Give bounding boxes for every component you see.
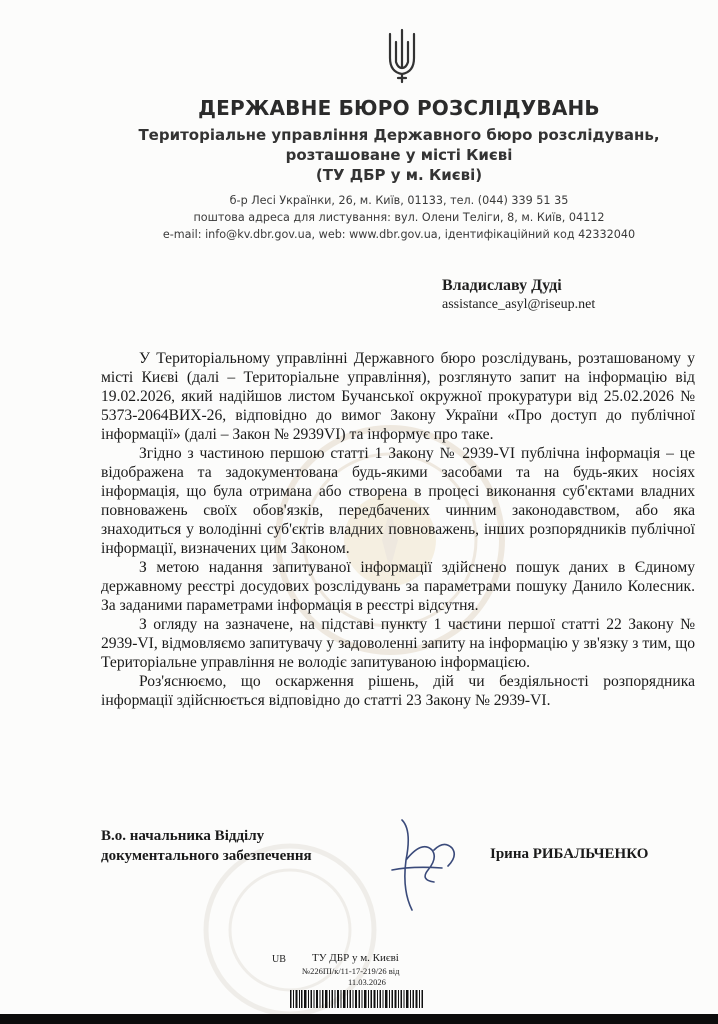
contact-address: б-р Лесі Українки, 26, м. Київ, 01133, тел. (044) 339 51 35 bbox=[229, 194, 569, 207]
subtitle-line: (ТУ ДБР у м. Києві) bbox=[315, 166, 483, 184]
bottom-edge-bar bbox=[0, 1014, 718, 1024]
body-paragraph: Згідно з частиною першою статті 1 Закону № 2939-VI публічна інформація – це відображена та задокументована будь-якими засобами та на будь-яких носіях інформація, що була отримана або створена в процесі виконання суб'єктами владних повноважень своїх обов'язків, передбачених чинним законодавством, або яка знаходиться у володінні суб'єктів владних повноважень, інших розпорядників публічної інформації, визначених цим Законом. bbox=[101, 445, 695, 557]
handwritten-signature-icon bbox=[372, 810, 472, 920]
body-paragraph: З метою надання запитуваної інформації здійснено пошук даних в Єдиному державному реєстрі досудових розслідувань за параметрами пошуку Данило Колесник. За заданими параметрами інформація в реєстрі відсутня. bbox=[101, 559, 695, 614]
registration-date: 11.03.2026 bbox=[348, 977, 386, 987]
signatory-name: Ірина РИБАЛЬЧЕНКО bbox=[490, 846, 649, 862]
body-paragraph: З огляду на зазначене, на підставі пункту 1 частини першої статті 22 Закону № 2939-VI, відмовляємо запитувачу у задоволенні запиту на інформацію у зв'язку з тим, що Територіальне управління не володіє запитуваною інформацією. bbox=[101, 616, 695, 671]
letter-body bbox=[101, 349, 695, 710]
subtitle-line: розташоване у місті Києві bbox=[285, 146, 513, 164]
registration-ub: UB bbox=[272, 954, 286, 965]
barcode-icon bbox=[290, 990, 424, 1008]
body-paragraph: У Територіальному управлінні Державного бюро розслідувань, розташованому у місті Києві (далі – Територіальне управління), розглянуто запит на інформацію від 19.02.2026, який надійшов листом Бучанської окружної прокуратури від 25.02.2026 № 5373-2064ВИХ-26, відповідно до вимог Закону України «Про доступ до публічної інформації» (далі – Закон № 2939VI) та інформує про таке. bbox=[101, 350, 695, 443]
recipient-email: assistance_asyl@riseup.net bbox=[442, 297, 596, 312]
subtitle-line: Територіальне управління Державного бюро розслідувань, bbox=[138, 126, 660, 144]
contact-email-web: e-mail: info@kv.dbr.gov.ua, web: www.dbr.gov.ua, ідентифікаційний код 42332040 bbox=[162, 228, 636, 241]
registration-office: ТУ ДБР у м. Києві bbox=[312, 952, 399, 964]
agency-title: ДЕРЖАВНЕ БЮРО РОЗСЛІДУВАНЬ bbox=[198, 96, 600, 120]
signatory-title bbox=[101, 826, 312, 866]
recipient-name: Владиславу Дуді bbox=[442, 277, 562, 294]
signatory-title-line: документального забезпечення bbox=[101, 848, 312, 864]
registration-number: №226ПІ/к/11-17-219/26 від bbox=[302, 966, 400, 976]
body-paragraph: Роз'яснюємо, що оскарження рішень, дій чи бездіяльності розпорядника інформації здійснюється відповідно до статті 23 Закону № 2939-VI. bbox=[101, 673, 695, 709]
contact-postal: поштова адреса для листування: вул. Олени Теліги, 8, м. Київ, 04112 bbox=[193, 211, 605, 224]
signatory-title-line: В.о. начальника Відділу bbox=[101, 828, 265, 844]
trident-emblem-icon bbox=[386, 28, 418, 84]
